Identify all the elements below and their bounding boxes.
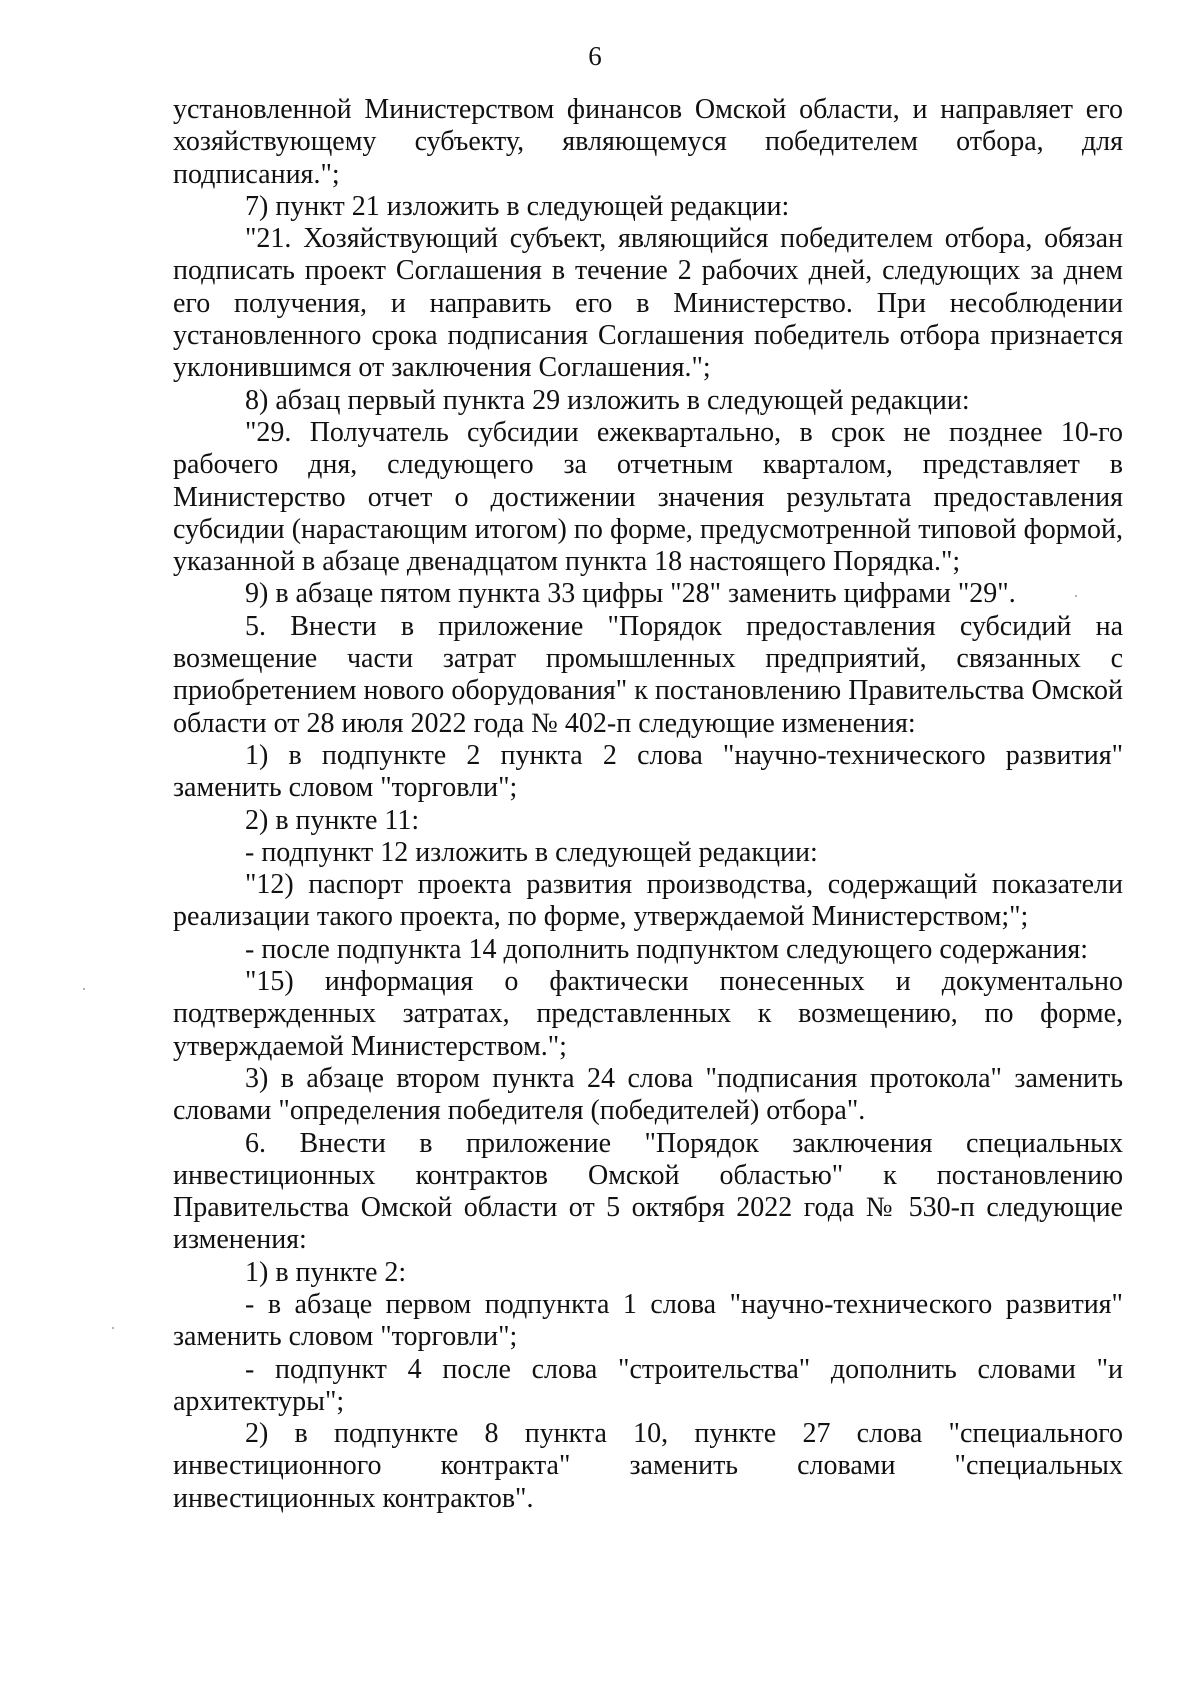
paragraph-10: - подпункт 12 изложить в следующей редакции: bbox=[245, 836, 818, 868]
paragraph-15: 6. Внести в приложение "Порядок заключения специальных инвестиционных контрактов Омской областью" к постановлению Правительства Омской области от 5 октября 2022 года № 530-п следующие изменения: bbox=[173, 1127, 1123, 1256]
scan-speck bbox=[83, 988, 85, 990]
paragraph-12: - после подпункта 14 дополнить подпунктом следующего содержания: bbox=[245, 933, 1089, 965]
paragraph-9: 2) в пункте 11: bbox=[245, 804, 420, 836]
paragraph-16: 1) в пункте 2: bbox=[245, 1256, 407, 1288]
paragraph-19: 2) в подпункте 8 пункта 10, пункте 27 слова "специального инвестиционного контракта" заменить словами "специальных инвестиционных контрактов". bbox=[173, 1418, 1123, 1514]
paragraph-18: - подпункт 4 после слова "строительства" дополнить словами "и архитектуры"; bbox=[173, 1353, 1123, 1417]
paragraph-2: 7) пункт 21 изложить в следующей редакции: bbox=[245, 190, 790, 222]
paragraph-1: установленной Министерством финансов Омской области, и направляет его хозяйствующему субъекту, являющемуся победителем отбора, для подписания."; bbox=[173, 94, 1123, 190]
paragraph-13: "15) информация о фактически понесенных и документально подтвержденных затратах, представленных к возмещению, по форме, утверждаемой Министерством."; bbox=[173, 966, 1123, 1062]
paragraph-3: "21. Хозяйствующий субъект, являющийся победителем отбора, обязан подписать проект Соглашения в течение 2 рабочих дней, следующих за днем его получения, и направить его в Министерство. При несоблюдении установленного срока подписания Соглашения победитель отбора признается уклонившимся от заключения Соглашения."; bbox=[173, 223, 1123, 384]
page-number: 6 bbox=[588, 41, 602, 71]
paragraph-11: "12) паспорт проекта развития производства, содержащий показатели реализации такого проекта, по форме, утверждаемой Министерством;"; bbox=[173, 869, 1123, 933]
scan-speck bbox=[112, 1327, 114, 1329]
paragraph-6: 9) в абзаце пятом пункта 33 цифры "28" заменить цифрами "29". bbox=[245, 578, 1016, 610]
paragraph-7: 5. Внести в приложение "Порядок предоставления субсидий на возмещение части затрат промышленных предприятий, связанных с приобретением нового оборудования" к постановлению Правительства Омской области от 28 июля 2022 года № 402-п следующие изменения: bbox=[173, 610, 1123, 739]
paragraph-17: - в абзаце первом подпункта 1 слова "научно-технического развития" заменить словом "торговли"; bbox=[173, 1288, 1123, 1353]
paragraph-4: 8) абзац первый пункта 29 изложить в следующей редакции: bbox=[245, 384, 970, 416]
document-body bbox=[173, 94, 1123, 1515]
paragraph-5: "29. Получатель субсидии ежеквартально, в срок не позднее 10-го рабочего дня, следующего за отчетным кварталом, представляет в Министерство отчет о достижении значения результата предоставления субсидии (нарастающим итогом) по форме, предусмотренной типовой формой, указанной в абзаце двенадцатом пункта 18 настоящего Порядка."; bbox=[173, 416, 1123, 578]
paragraph-14: 3) в абзаце втором пункта 24 слова "подписания протокола" заменить словами "определения победителя (победителей) отбора". bbox=[173, 1062, 1123, 1127]
paragraph-8: 1) в подпункте 2 пункта 2 слова "научно-технического развития" заменить словом "торговли"; bbox=[173, 739, 1123, 804]
scan-speck bbox=[1075, 595, 1077, 597]
